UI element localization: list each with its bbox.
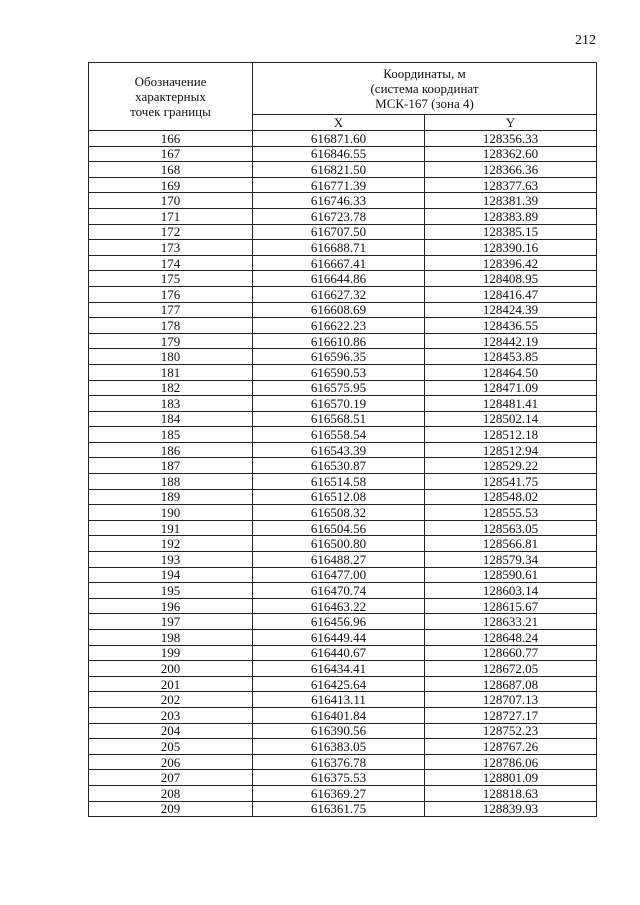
y-coordinate-cell: 128633.21 xyxy=(425,614,597,630)
point-number-cell: 209 xyxy=(89,801,253,817)
point-number-cell: 190 xyxy=(89,505,253,521)
x-coordinate-cell: 616456.96 xyxy=(253,614,425,630)
coordinates-column-header xyxy=(253,63,597,115)
table-row xyxy=(89,271,597,287)
y-coordinate-cell: 128563.05 xyxy=(425,520,597,536)
table-row xyxy=(89,583,597,599)
point-number-cell: 202 xyxy=(89,692,253,708)
x-coordinate-cell: 616558.54 xyxy=(253,427,425,443)
y-coordinate-cell: 128381.39 xyxy=(425,193,597,209)
table-row xyxy=(89,661,597,677)
point-number-cell: 174 xyxy=(89,255,253,271)
table-row xyxy=(89,146,597,162)
x-coordinate-cell: 616488.27 xyxy=(253,552,425,568)
table-row xyxy=(89,754,597,770)
point-number-cell: 169 xyxy=(89,177,253,193)
y-coordinate-cell: 128727.17 xyxy=(425,707,597,723)
point-number-cell: 173 xyxy=(89,240,253,256)
point-number-cell: 200 xyxy=(89,661,253,677)
table-row xyxy=(89,739,597,755)
point-number-cell: 187 xyxy=(89,458,253,474)
x-coordinate-cell: 616771.39 xyxy=(253,177,425,193)
y-coordinate-cell: 128590.61 xyxy=(425,567,597,583)
y-coordinate-cell: 128436.55 xyxy=(425,318,597,334)
y-coordinate-cell: 128366.36 xyxy=(425,162,597,178)
y-coordinate-cell: 128548.02 xyxy=(425,489,597,505)
table-row xyxy=(89,364,597,380)
point-number-cell: 186 xyxy=(89,442,253,458)
point-number-cell: 203 xyxy=(89,707,253,723)
points-header-line: Обозначение xyxy=(134,74,207,89)
y-coordinate-cell: 128801.09 xyxy=(425,770,597,786)
y-coordinate-cell: 128453.85 xyxy=(425,349,597,365)
y-coordinate-cell: 128471.09 xyxy=(425,380,597,396)
y-coordinate-cell: 128512.94 xyxy=(425,442,597,458)
point-number-cell: 172 xyxy=(89,224,253,240)
x-coordinate-cell: 616463.22 xyxy=(253,598,425,614)
table-row xyxy=(89,349,597,365)
point-number-cell: 197 xyxy=(89,614,253,630)
x-coordinate-cell: 616644.86 xyxy=(253,271,425,287)
table-row xyxy=(89,162,597,178)
x-coordinate-cell: 616543.39 xyxy=(253,442,425,458)
x-coordinate-cell: 616508.32 xyxy=(253,505,425,521)
y-coordinate-cell: 128767.26 xyxy=(425,739,597,755)
x-coordinate-cell: 616667.41 xyxy=(253,255,425,271)
y-coordinate-cell: 128416.47 xyxy=(425,286,597,302)
point-number-cell: 194 xyxy=(89,567,253,583)
table-row xyxy=(89,645,597,661)
y-coordinate-cell: 128377.63 xyxy=(425,177,597,193)
coords-header-line: Координаты, м xyxy=(383,66,466,81)
points-column-header xyxy=(89,63,253,131)
x-coordinate-cell: 616376.78 xyxy=(253,754,425,770)
x-coordinate-cell: 616871.60 xyxy=(253,131,425,147)
point-number-cell: 198 xyxy=(89,630,253,646)
y-coordinate-cell: 128481.41 xyxy=(425,396,597,412)
coords-header-line: (система координат xyxy=(370,81,479,96)
y-coordinate-cell: 128786.06 xyxy=(425,754,597,770)
x-coordinate-cell: 616477.00 xyxy=(253,567,425,583)
point-number-cell: 207 xyxy=(89,770,253,786)
x-coordinate-cell: 616512.08 xyxy=(253,489,425,505)
point-number-cell: 208 xyxy=(89,785,253,801)
table-row xyxy=(89,692,597,708)
x-coordinate-cell: 616610.86 xyxy=(253,333,425,349)
y-coordinate-cell: 128615.67 xyxy=(425,598,597,614)
y-coordinate-cell: 128818.63 xyxy=(425,785,597,801)
x-coordinate-cell: 616608.69 xyxy=(253,302,425,318)
x-coordinate-cell: 616746.33 xyxy=(253,193,425,209)
coords-header-line: МСК-167 (зона 4) xyxy=(375,96,474,111)
table-row xyxy=(89,255,597,271)
point-number-cell: 189 xyxy=(89,489,253,505)
coordinates-table xyxy=(88,62,597,817)
table-row xyxy=(89,598,597,614)
x-coordinate-cell: 616514.58 xyxy=(253,474,425,490)
table-row xyxy=(89,208,597,224)
y-coordinate-cell: 128648.24 xyxy=(425,630,597,646)
y-coordinate-cell: 128707.13 xyxy=(425,692,597,708)
table-row xyxy=(89,552,597,568)
y-coordinate-cell: 128603.14 xyxy=(425,583,597,599)
x-column-header: X xyxy=(253,115,425,131)
point-number-cell: 182 xyxy=(89,380,253,396)
table-row xyxy=(89,380,597,396)
table-row xyxy=(89,396,597,412)
x-coordinate-cell: 616440.67 xyxy=(253,645,425,661)
y-coordinate-cell: 128383.89 xyxy=(425,208,597,224)
point-number-cell: 188 xyxy=(89,474,253,490)
point-number-cell: 175 xyxy=(89,271,253,287)
table-row xyxy=(89,785,597,801)
table-row xyxy=(89,318,597,334)
point-number-cell: 168 xyxy=(89,162,253,178)
y-coordinate-cell: 128385.15 xyxy=(425,224,597,240)
x-coordinate-cell: 616723.78 xyxy=(253,208,425,224)
y-coordinate-cell: 128442.19 xyxy=(425,333,597,349)
point-number-cell: 195 xyxy=(89,583,253,599)
table-row xyxy=(89,707,597,723)
y-coordinate-cell: 128512.18 xyxy=(425,427,597,443)
x-coordinate-cell: 616361.75 xyxy=(253,801,425,817)
points-header-line: характерных xyxy=(135,89,206,104)
x-coordinate-cell: 616500.80 xyxy=(253,536,425,552)
point-number-cell: 179 xyxy=(89,333,253,349)
point-number-cell: 201 xyxy=(89,676,253,692)
table-row xyxy=(89,131,597,147)
x-coordinate-cell: 616568.51 xyxy=(253,411,425,427)
page-number: 212 xyxy=(575,33,596,48)
table-row xyxy=(89,614,597,630)
x-coordinate-cell: 616627.32 xyxy=(253,286,425,302)
x-coordinate-cell: 616821.50 xyxy=(253,162,425,178)
x-coordinate-cell: 616369.27 xyxy=(253,785,425,801)
x-coordinate-cell: 616846.55 xyxy=(253,146,425,162)
table-row xyxy=(89,489,597,505)
table-row xyxy=(89,630,597,646)
y-coordinate-cell: 128424.39 xyxy=(425,302,597,318)
point-number-cell: 184 xyxy=(89,411,253,427)
y-coordinate-cell: 128390.16 xyxy=(425,240,597,256)
table-row xyxy=(89,458,597,474)
y-column-header: Y xyxy=(425,115,597,131)
point-number-cell: 183 xyxy=(89,396,253,412)
y-coordinate-cell: 128408.95 xyxy=(425,271,597,287)
x-coordinate-cell: 616449.44 xyxy=(253,630,425,646)
point-number-cell: 191 xyxy=(89,520,253,536)
table-row xyxy=(89,411,597,427)
x-coordinate-cell: 616425.64 xyxy=(253,676,425,692)
x-coordinate-cell: 616530.87 xyxy=(253,458,425,474)
table-row xyxy=(89,193,597,209)
point-number-cell: 199 xyxy=(89,645,253,661)
point-number-cell: 177 xyxy=(89,302,253,318)
y-coordinate-cell: 128660.77 xyxy=(425,645,597,661)
table-row xyxy=(89,770,597,786)
y-coordinate-cell: 128687.08 xyxy=(425,676,597,692)
y-coordinate-cell: 128464.50 xyxy=(425,364,597,380)
y-coordinate-cell: 128752.23 xyxy=(425,723,597,739)
table-row xyxy=(89,302,597,318)
y-coordinate-cell: 128362.60 xyxy=(425,146,597,162)
y-coordinate-cell: 128579.34 xyxy=(425,552,597,568)
x-coordinate-cell: 616375.53 xyxy=(253,770,425,786)
table-row xyxy=(89,286,597,302)
x-coordinate-cell: 616504.56 xyxy=(253,520,425,536)
point-number-cell: 180 xyxy=(89,349,253,365)
x-coordinate-cell: 616622.23 xyxy=(253,318,425,334)
x-coordinate-cell: 616570.19 xyxy=(253,396,425,412)
y-coordinate-cell: 128566.81 xyxy=(425,536,597,552)
point-number-cell: 166 xyxy=(89,131,253,147)
x-coordinate-cell: 616434.41 xyxy=(253,661,425,677)
point-number-cell: 204 xyxy=(89,723,253,739)
x-coordinate-cell: 616575.95 xyxy=(253,380,425,396)
x-coordinate-cell: 616470.74 xyxy=(253,583,425,599)
x-coordinate-cell: 616688.71 xyxy=(253,240,425,256)
table-row xyxy=(89,177,597,193)
y-coordinate-cell: 128672.05 xyxy=(425,661,597,677)
x-coordinate-cell: 616413.11 xyxy=(253,692,425,708)
x-coordinate-cell: 616596.35 xyxy=(253,349,425,365)
table-row xyxy=(89,536,597,552)
y-coordinate-cell: 128839.93 xyxy=(425,801,597,817)
table-row xyxy=(89,240,597,256)
table-row xyxy=(89,520,597,536)
point-number-cell: 170 xyxy=(89,193,253,209)
y-coordinate-cell: 128541.75 xyxy=(425,474,597,490)
table-row xyxy=(89,801,597,817)
table-row xyxy=(89,567,597,583)
table-row xyxy=(89,505,597,521)
point-number-cell: 178 xyxy=(89,318,253,334)
table-row xyxy=(89,723,597,739)
points-header-line: точек границы xyxy=(130,104,211,119)
x-coordinate-cell: 616401.84 xyxy=(253,707,425,723)
point-number-cell: 192 xyxy=(89,536,253,552)
table-body xyxy=(89,131,597,817)
point-number-cell: 185 xyxy=(89,427,253,443)
point-number-cell: 193 xyxy=(89,552,253,568)
y-coordinate-cell: 128529.22 xyxy=(425,458,597,474)
table-row xyxy=(89,333,597,349)
point-number-cell: 196 xyxy=(89,598,253,614)
table-row xyxy=(89,676,597,692)
table-row xyxy=(89,474,597,490)
point-number-cell: 176 xyxy=(89,286,253,302)
table-row xyxy=(89,427,597,443)
point-number-cell: 167 xyxy=(89,146,253,162)
y-coordinate-cell: 128502.14 xyxy=(425,411,597,427)
x-coordinate-cell: 616383.05 xyxy=(253,739,425,755)
table-row xyxy=(89,224,597,240)
point-number-cell: 181 xyxy=(89,364,253,380)
point-number-cell: 171 xyxy=(89,208,253,224)
table-row xyxy=(89,442,597,458)
y-coordinate-cell: 128396.42 xyxy=(425,255,597,271)
point-number-cell: 205 xyxy=(89,739,253,755)
x-coordinate-cell: 616707.50 xyxy=(253,224,425,240)
point-number-cell: 206 xyxy=(89,754,253,770)
y-coordinate-cell: 128356.33 xyxy=(425,131,597,147)
x-coordinate-cell: 616390.56 xyxy=(253,723,425,739)
y-coordinate-cell: 128555.53 xyxy=(425,505,597,521)
x-coordinate-cell: 616590.53 xyxy=(253,364,425,380)
